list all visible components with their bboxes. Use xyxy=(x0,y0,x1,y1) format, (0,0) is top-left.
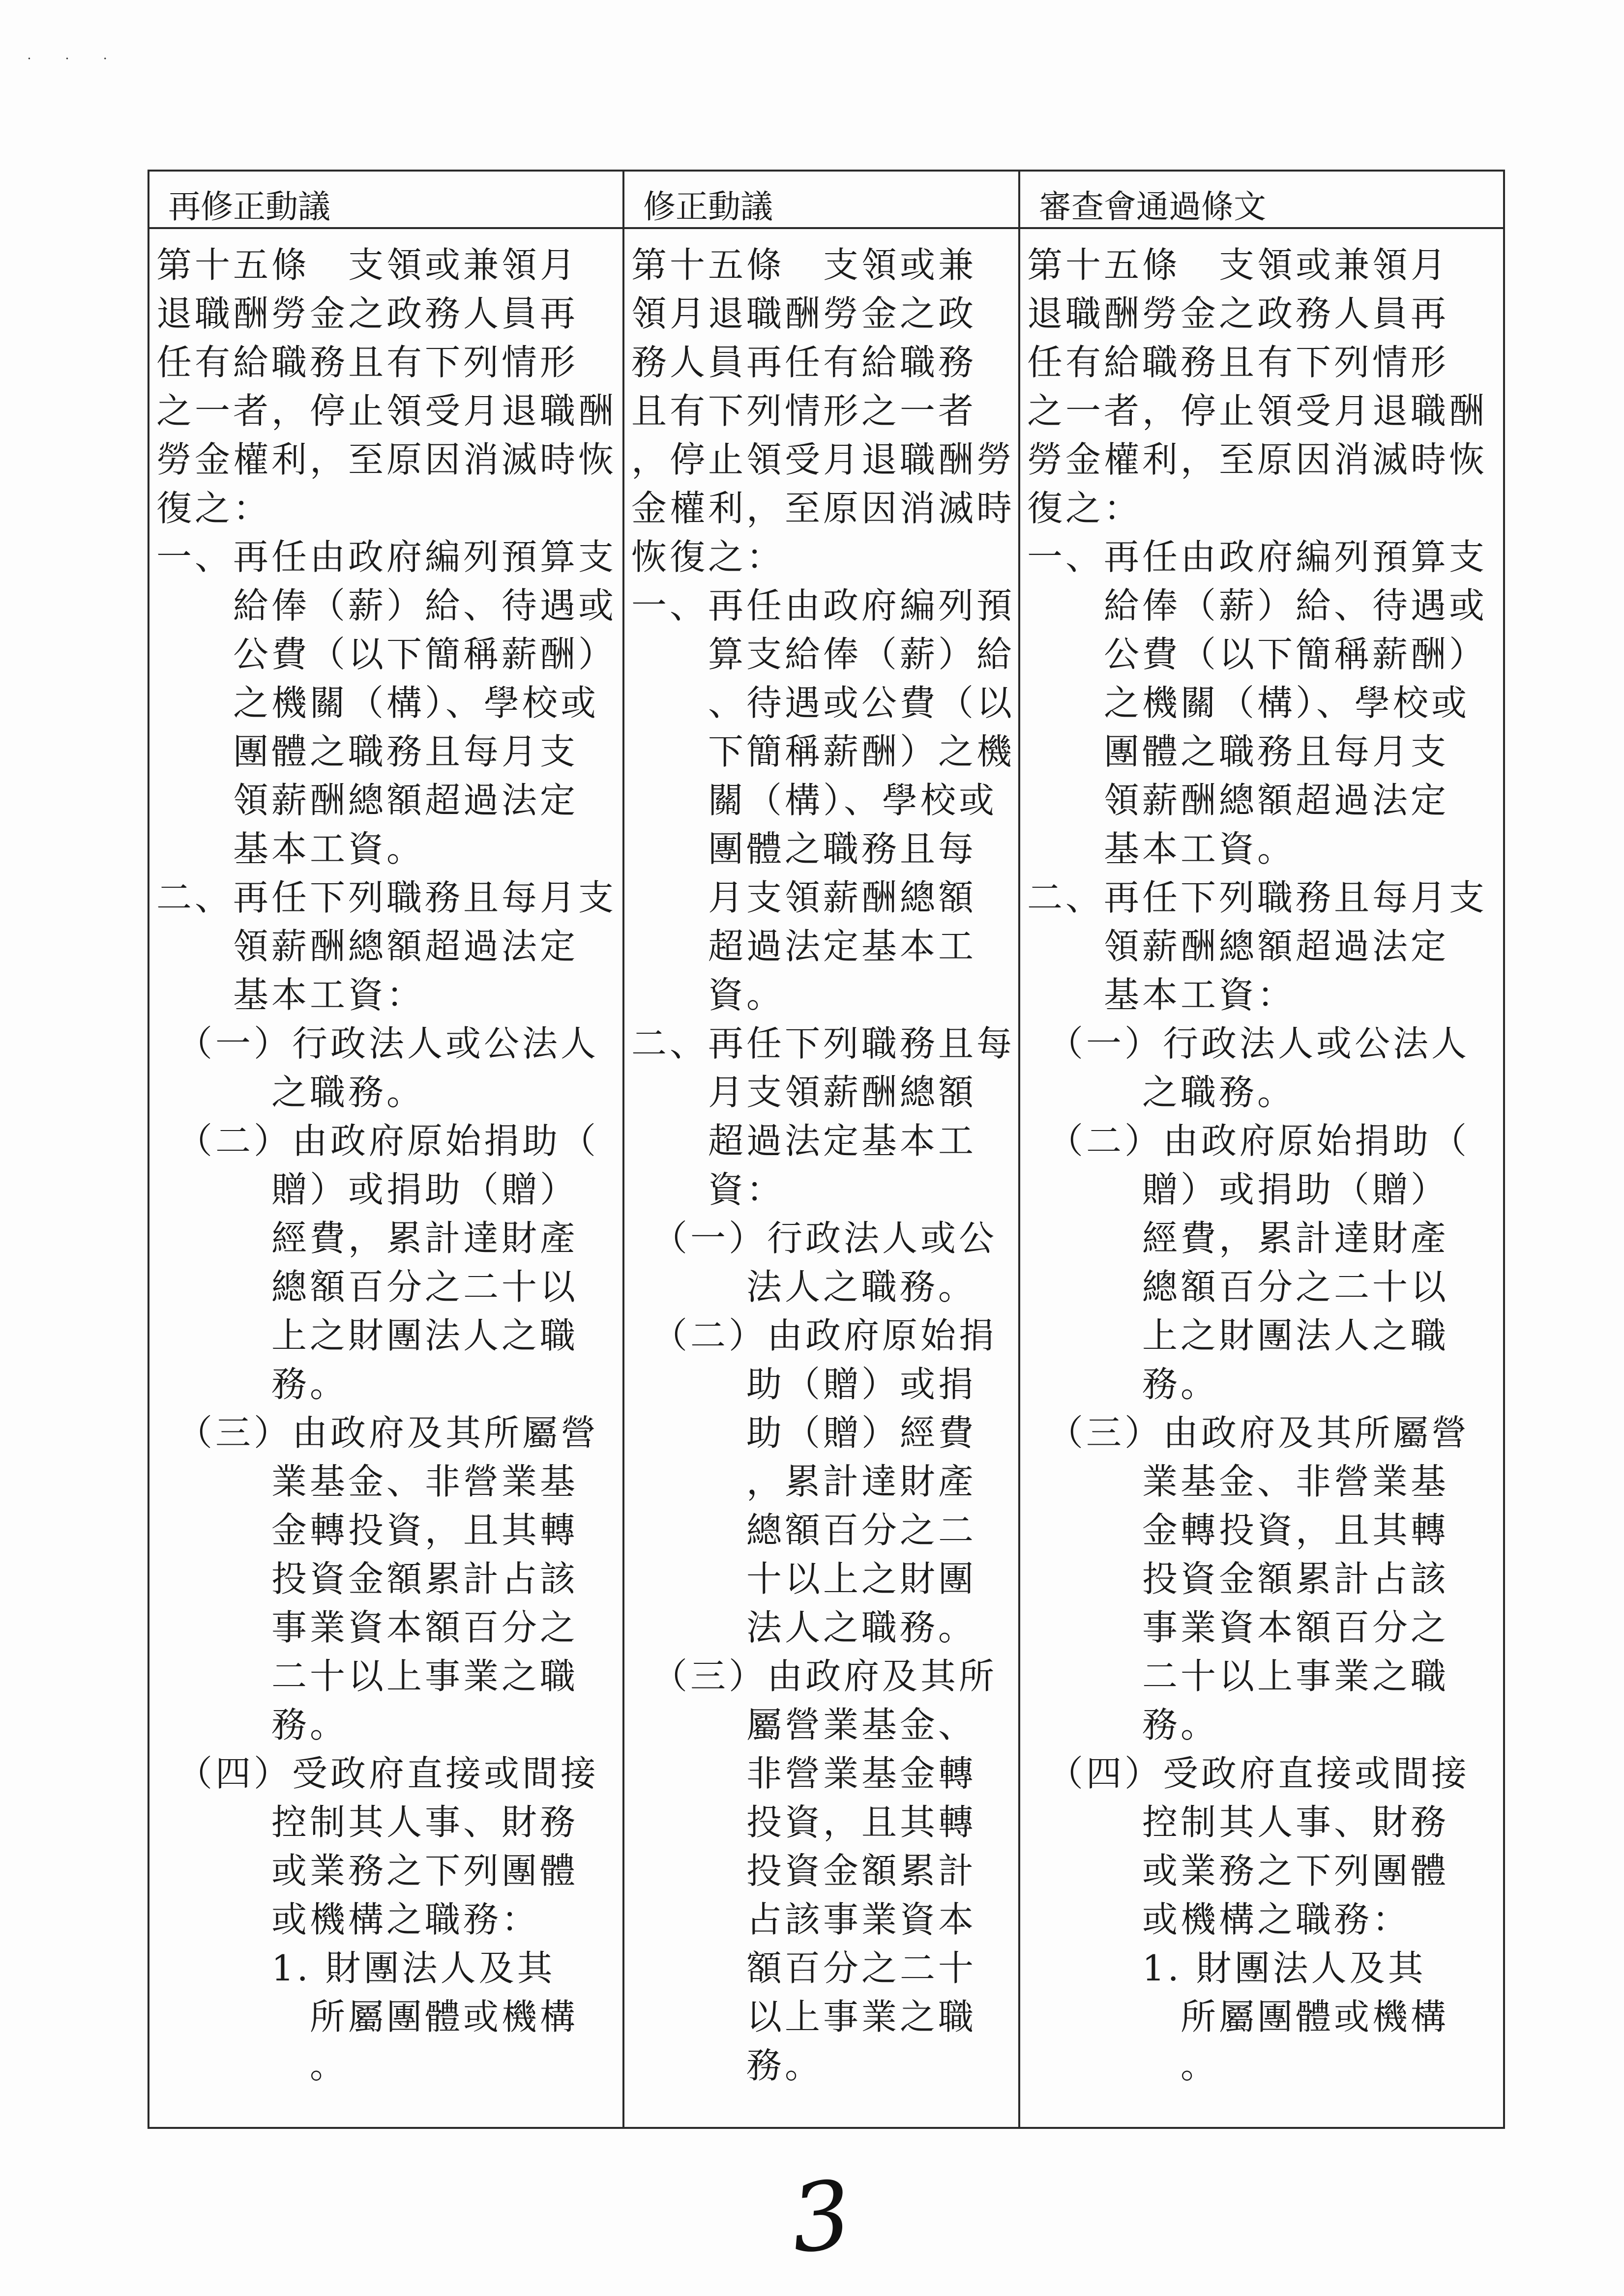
article-line: 超過法定基本工 xyxy=(631,1120,977,1162)
article-line: 務。 xyxy=(1027,1704,1219,1745)
article-line: 或機構之職務： xyxy=(156,1899,540,1940)
article-line: 恢復之： xyxy=(631,536,785,578)
header-row xyxy=(148,171,1504,228)
article-line: 占該事業資本 xyxy=(631,1899,977,1940)
article-line: （一）行政法人或公法人 xyxy=(1027,1023,1470,1064)
cell-reamendment xyxy=(148,228,623,2128)
body-row xyxy=(148,228,1504,2128)
article-line: 或業務之下列團體 xyxy=(1027,1850,1449,1891)
article-line: 下簡稱薪酬）之機 xyxy=(631,731,1015,772)
article-line: （二）由政府原始捐 xyxy=(631,1315,998,1356)
article-line: 1. 財團法人及其 xyxy=(156,1947,556,1989)
article-line: 二十以上事業之職 xyxy=(1027,1656,1449,1697)
article-line: 關（構）、學校或 xyxy=(631,780,998,821)
article-line: 給俸（薪）給、待遇或 xyxy=(1027,585,1488,626)
page-number: 3 xyxy=(786,2160,856,2274)
article-line: 團體之職務且每月支 xyxy=(1027,731,1449,772)
article-line: 團體之職務且每 xyxy=(631,828,977,870)
header-amendment: 修正動議 xyxy=(623,171,1019,228)
article-line: 事業資本額百分之 xyxy=(156,1607,579,1648)
article-line: 之一者，停止領受月退職酬 xyxy=(156,390,617,432)
scan-specks: ⋅ ⋅ ⋅ xyxy=(27,52,122,66)
article-line: 二、再任下列職務且每月支 xyxy=(156,877,617,918)
article-line: 任有給職務且有下列情形 xyxy=(156,342,579,383)
article-line: （二）由政府原始捐助（ xyxy=(156,1120,599,1162)
cell-amendment xyxy=(623,228,1019,2128)
article-line: 務人員再任有給職務 xyxy=(631,342,977,383)
article-line: 投資金額累計 xyxy=(631,1850,977,1891)
article-line: 助（贈）經費 xyxy=(631,1412,977,1453)
article-line: 資： xyxy=(631,1169,785,1210)
article-line: 事業資本額百分之 xyxy=(1027,1607,1449,1648)
article-line: 金轉投資，且其轉 xyxy=(1027,1510,1449,1551)
article-line: 。 xyxy=(1027,2045,1219,2086)
article-line: （一）行政法人或公法人 xyxy=(156,1023,599,1064)
article-line: 贈）或捐助（贈） xyxy=(156,1169,579,1210)
article-line: 第十五條 支領或兼領月 xyxy=(156,244,579,286)
article-line: 業基金、非營業基 xyxy=(1027,1461,1449,1502)
article-line: 務。 xyxy=(1027,1364,1219,1405)
article-line: 給俸（薪）給、待遇或 xyxy=(156,585,617,626)
article-line: 所屬團體或機構 xyxy=(156,1996,579,2037)
article-line: 法人之職務。 xyxy=(631,1266,977,1308)
article-line: 復之： xyxy=(1027,488,1143,529)
cell-committee-text xyxy=(1019,228,1504,2128)
article-line: 基本工資： xyxy=(1027,974,1296,1016)
header-reamendment: 再修正動議 xyxy=(148,171,623,228)
comparison-table xyxy=(148,170,1505,2129)
article-line: 第十五條 支領或兼 xyxy=(631,244,977,286)
article-line: 金轉投資，且其轉 xyxy=(156,1510,579,1551)
article-line: 之機關（構）、學校或 xyxy=(1027,682,1470,724)
article-line: 、待遇或公費（以 xyxy=(631,682,1015,724)
article-line: 退職酬勞金之政務人員再 xyxy=(156,293,579,334)
article-line: 第十五條 支領或兼領月 xyxy=(1027,244,1449,286)
article-line: 或業務之下列團體 xyxy=(156,1850,579,1891)
article-line: 領薪酬總額超過法定 xyxy=(1027,780,1449,821)
article-line: 所屬團體或機構 xyxy=(1027,1996,1449,2037)
article-line: 控制其人事、財務 xyxy=(156,1802,579,1843)
article-line: ，停止領受月退職酬勞 xyxy=(631,439,1015,480)
article-line: 公費（以下簡稱薪酬） xyxy=(156,634,617,675)
article-line: 領薪酬總額超過法定 xyxy=(156,780,579,821)
article-line: 以上事業之職 xyxy=(631,1996,977,2037)
article-line: 之一者，停止領受月退職酬 xyxy=(1027,390,1488,432)
article-line: 贈）或捐助（贈） xyxy=(1027,1169,1449,1210)
article-line: 退職酬勞金之政務人員再 xyxy=(1027,293,1449,334)
article-line: 法人之職務。 xyxy=(631,1607,977,1648)
article-line: 算支給俸（薪）給 xyxy=(631,634,1015,675)
article-line: 二、再任下列職務且每 xyxy=(631,1023,1015,1064)
article-line: 資。 xyxy=(631,974,785,1016)
article-line: 月支領薪酬總額 xyxy=(631,1072,977,1113)
article-line: 二、再任下列職務且每月支 xyxy=(1027,877,1488,918)
article-line: 月支領薪酬總額 xyxy=(631,877,977,918)
article-line: 一、再任由政府編列預算支 xyxy=(156,536,617,578)
article-line: 非營業基金轉 xyxy=(631,1753,977,1794)
header-committee-text: 審查會通過條文 xyxy=(1019,171,1504,228)
article-line: （四）受政府直接或間接 xyxy=(156,1753,599,1794)
article-line: 上之財團法人之職 xyxy=(1027,1315,1449,1356)
article-line: 1. 財團法人及其 xyxy=(1027,1947,1426,1989)
article-line: 投資，且其轉 xyxy=(631,1802,977,1843)
article-line: 務。 xyxy=(631,2045,824,2086)
article-line: 之職務。 xyxy=(1027,1072,1296,1113)
article-line: 勞金權利，至原因消滅時恢 xyxy=(156,439,617,480)
article-line: 團體之職務且每月支 xyxy=(156,731,579,772)
article-line: 十以上之財團 xyxy=(631,1558,977,1599)
article-line: 之機關（構）、學校或 xyxy=(156,682,599,724)
article-line: 務。 xyxy=(156,1364,349,1405)
article-line: 屬營業基金、 xyxy=(631,1704,977,1745)
article-line: （三）由政府及其所屬營 xyxy=(156,1412,599,1453)
article-line: 額百分之二十 xyxy=(631,1947,977,1989)
article-line: 二十以上事業之職 xyxy=(156,1656,579,1697)
article-line: 領薪酬總額超過法定 xyxy=(156,926,579,967)
article-line: 或機構之職務： xyxy=(1027,1899,1411,1940)
article-line: 基本工資。 xyxy=(156,828,425,870)
article-line: 任有給職務且有下列情形 xyxy=(1027,342,1449,383)
article-line: 領月退職酬勞金之政 xyxy=(631,293,977,334)
article-line: 上之財團法人之職 xyxy=(156,1315,579,1356)
article-line: 總額百分之二 xyxy=(631,1510,977,1551)
article-line: 復之： xyxy=(156,488,272,529)
article-line: 。 xyxy=(156,2045,349,2086)
article-line: 業基金、非營業基 xyxy=(156,1461,579,1502)
article-line: 基本工資。 xyxy=(1027,828,1296,870)
article-line: ，累計達財產 xyxy=(631,1461,977,1502)
article-line: 務。 xyxy=(156,1704,349,1745)
article-line: 總額百分之二十以 xyxy=(156,1266,579,1308)
article-line: 且有下列情形之一者 xyxy=(631,390,977,432)
article-line: 經費，累計達財產 xyxy=(156,1218,579,1259)
article-line: （一）行政法人或公 xyxy=(631,1218,998,1259)
article-line: 公費（以下簡稱薪酬） xyxy=(1027,634,1488,675)
article-line: 金權利，至原因消滅時 xyxy=(631,488,1015,529)
article-line: 基本工資： xyxy=(156,974,425,1016)
article-line: （四）受政府直接或間接 xyxy=(1027,1753,1470,1794)
article-line: 超過法定基本工 xyxy=(631,926,977,967)
article-line: 勞金權利，至原因消滅時恢 xyxy=(1027,439,1488,480)
article-line: 助（贈）或捐 xyxy=(631,1364,977,1405)
article-line: 之職務。 xyxy=(156,1072,425,1113)
article-line: 投資金額累計占該 xyxy=(156,1558,579,1599)
article-line: （二）由政府原始捐助（ xyxy=(1027,1120,1470,1162)
article-line: 總額百分之二十以 xyxy=(1027,1266,1449,1308)
article-line: 一、再任由政府編列預算支 xyxy=(1027,536,1488,578)
article-line: （三）由政府及其所 xyxy=(631,1656,998,1697)
article-line: （三）由政府及其所屬營 xyxy=(1027,1412,1470,1453)
article-line: 領薪酬總額超過法定 xyxy=(1027,926,1449,967)
article-line: 一、再任由政府編列預 xyxy=(631,585,1015,626)
article-line: 投資金額累計占該 xyxy=(1027,1558,1449,1599)
article-line: 經費，累計達財產 xyxy=(1027,1218,1449,1259)
article-line: 控制其人事、財務 xyxy=(1027,1802,1449,1843)
